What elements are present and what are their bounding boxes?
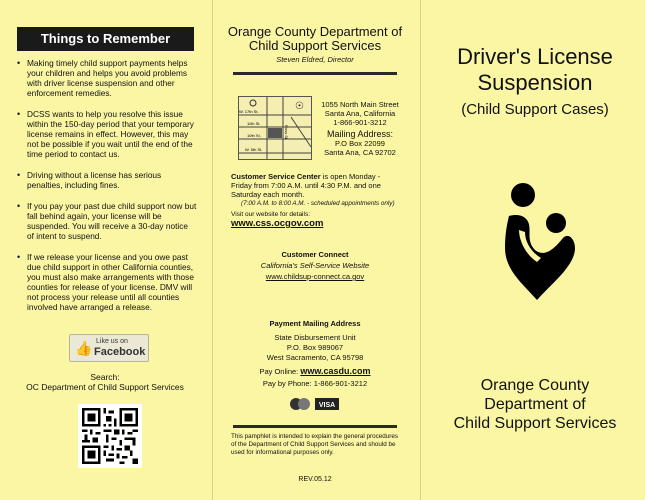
customer-service-info xyxy=(231,172,403,229)
location-map xyxy=(238,96,312,160)
map-street-label: 10th St. xyxy=(247,133,261,138)
address-line: Santa Ana, California xyxy=(324,109,396,118)
cover-org-line: Department of xyxy=(484,396,586,413)
facebook-like-button[interactable] xyxy=(69,334,149,362)
org-title xyxy=(215,25,415,53)
map-street-label: W. 17th St. xyxy=(239,109,259,114)
map-street-label: W. 5th St. xyxy=(245,147,263,152)
csc-label: Customer Service Center xyxy=(231,172,321,181)
address-line: Santa Ana, CA 92702 xyxy=(324,148,396,157)
pma-title: Payment Mailing Address xyxy=(269,319,361,328)
org-title-line: Orange County Department of xyxy=(227,24,403,39)
cover-title-line: Driver's License xyxy=(457,44,613,69)
cover-panel xyxy=(425,0,645,500)
mastercard-icon xyxy=(290,398,310,410)
customer-connect-subtitle: California's Self-Service Website xyxy=(260,261,370,270)
list-item: • If we release your license and you owe past due child support in other California counties, you must also make arrangements with those counties for release of your license. DMV will not process your release until all counties involved have arranged a release. xyxy=(17,252,197,312)
compass-icon: ☉ xyxy=(295,101,304,112)
visit-label: Visit our website for details: xyxy=(231,211,310,218)
list-item: • Making timely child support payments helps your children and helps you avoid problems with driver license suspension and other enforcement remedies. xyxy=(17,58,197,98)
divider xyxy=(233,425,397,428)
csc-appointment-note: (7:00 A.M. to 8:00 A.M. - scheduled appointments only) xyxy=(241,200,395,207)
disclaimer: This pamphlet is intended to explain the general procedures of the Department of Child Support Services and should be used for informational purposes only. xyxy=(231,433,398,456)
cover-subtitle: (Child Support Cases) xyxy=(461,101,609,118)
director-name: Steven Eldred, Director xyxy=(276,55,354,64)
list-item: • If you pay your past due child support now but fall behind again, your license will be suspended. You will receive a 30-day notice of intent to suspend. xyxy=(17,201,197,241)
search-text: OC Department of Child Support Services xyxy=(26,382,184,392)
pma-line: State Disbursement Unit xyxy=(274,333,356,342)
payment-mailing-address xyxy=(215,319,415,389)
facebook-brand: Facebook xyxy=(94,346,146,358)
things-to-remember-heading: Things to Remember xyxy=(17,27,194,51)
visa-icon xyxy=(315,398,339,410)
search-hint xyxy=(0,372,210,392)
family-heart-logo-icon xyxy=(505,182,575,304)
revision-code: REV.05.12 xyxy=(298,476,332,483)
cover-org-line: Child Support Services xyxy=(453,415,617,432)
fold-divider xyxy=(420,0,421,500)
cover-org-line: Orange County xyxy=(480,377,590,394)
cover-org-name xyxy=(425,376,645,433)
mailing-label: Mailing Address: xyxy=(326,129,394,139)
pma-line: P.O. Box 989067 xyxy=(286,343,344,352)
search-label: Search: xyxy=(90,372,120,382)
left-panel xyxy=(0,0,210,500)
pma-line: West Sacramento, CA 95798 xyxy=(266,353,364,362)
csc-hours: is open Monday - Friday from 7:00 A.M. until 4:30 P.M. and one Saturday each month. xyxy=(231,172,381,199)
pay-by-phone: Pay by Phone: 1-866-901-3212 xyxy=(262,379,368,388)
address-line: P.O Box 22099 xyxy=(335,139,385,148)
casdu-link[interactable]: www.casdu.com xyxy=(300,366,371,376)
list-item: • Driving without a license has serious penalties, including fines. xyxy=(17,170,197,190)
css-website-link[interactable]: www.css.ocgov.com xyxy=(231,218,324,229)
office-address xyxy=(315,100,405,157)
cover-title-line: Suspension xyxy=(477,70,593,95)
reminder-list xyxy=(17,58,197,323)
middle-panel xyxy=(215,0,415,500)
card-logos xyxy=(289,397,341,411)
divider xyxy=(233,72,397,75)
thumbs-up-icon: 👍 xyxy=(75,340,93,356)
visa-label: VISA xyxy=(318,402,336,409)
customer-connect xyxy=(215,249,415,282)
map-street-label: 11th St. xyxy=(247,121,261,126)
map-street-label: Ross St. xyxy=(284,125,289,141)
facebook-like-text: Like us on xyxy=(96,338,128,345)
customer-connect-title: Customer Connect xyxy=(281,250,349,259)
list-item: • DCSS wants to help you resolve this issue within the 150-day period that your temporary license remains in effect. However, this may not be possible if you wait until the end of the time period to contact us. xyxy=(17,109,197,159)
cover-title xyxy=(425,44,645,96)
fold-divider xyxy=(212,0,213,500)
pay-online-label: Pay Online: xyxy=(259,367,301,376)
office-phone: 1-866-901-3212 xyxy=(333,118,387,127)
address-line: 1055 North Main Street xyxy=(321,100,399,109)
childsup-connect-link[interactable]: www.childsup-connect.ca.gov xyxy=(265,272,365,281)
org-title-line: Child Support Services xyxy=(248,38,382,53)
qr-code-icon[interactable] xyxy=(78,404,142,468)
